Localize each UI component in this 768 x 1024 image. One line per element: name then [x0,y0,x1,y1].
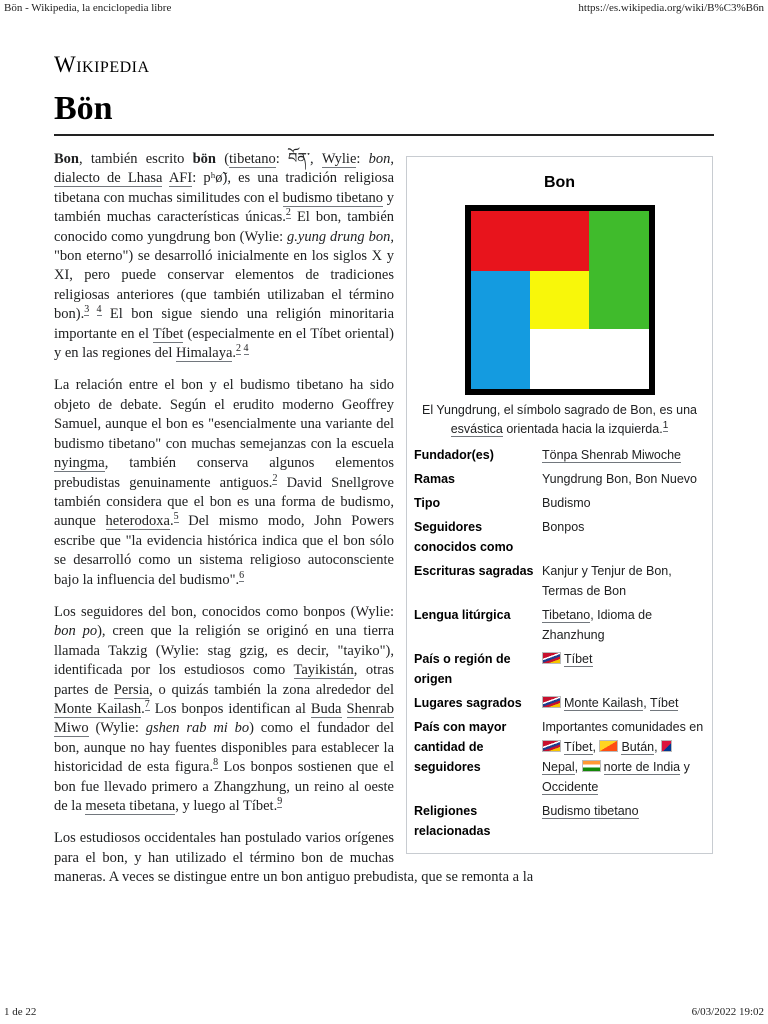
bold-term: bön [192,151,216,167]
italic-term: g.yung drung bon, [287,228,394,245]
infobox-row-tipo [412,493,707,517]
infobox-row-ramas [412,469,707,493]
reference-link[interactable]: 5 [173,511,179,523]
title-divider [54,134,714,136]
infobox-value: Kanjur y Tenjur de Bon, Termas de Bon [542,564,672,598]
norte-india-link[interactable]: norte de India [603,760,681,774]
page-title: Bön [54,90,113,127]
himalaya-link[interactable]: Himalaya [176,345,233,362]
yungdrung-red-block [471,211,589,271]
text: La relación entre el bon y el budismo tibetano ha sido objeto de debate. Según el erudito moderno Geoffrey Samuel, aunque el bon es "esencialmente una variante del budismo tibetano" con muchas semejanzas con la escuela [54,377,394,452]
budismo-tibetano-link[interactable]: budismo tibetano [282,189,384,206]
monte-kailash-link[interactable]: Monte Kailash [54,700,142,717]
reference-link[interactable]: 2 [285,207,291,219]
print-footer [4,1006,764,1020]
tibet-link[interactable]: Tíbet [564,740,593,754]
italic-term: bon po [54,623,98,640]
caption-text: El Yungdrung, el símbolo sagrado de Bon, es una [422,403,697,417]
tibet-flag-icon [542,652,561,664]
print-header-title: Bön - Wikipedia, la enciclopedia libre [4,2,172,14]
infobox-label: Escrituras sagradas [414,564,534,578]
infobox-value: Budismo [542,496,591,510]
infobox-label: Lugares sagrados [414,696,522,710]
yungdrung-yellow-block [530,271,589,329]
tibet-link[interactable]: Tíbet [649,696,679,710]
text: Los bonpos sostienen que el bon fue llevado primero a Zhangzhung, un reino al oeste de la [54,759,394,814]
infobox-label: Seguidores conocidos como [414,520,514,554]
text: , otras partes de [54,662,395,698]
infobox-label: País con mayor cantidad de seguidores [414,720,507,774]
infobox-value: , Idioma de Zhanzhung [542,608,653,642]
infobox-row-pais-mayor: País con mayor cantidad de seguidores Importantes comunidades en Tíbet, Bután, Nepal, norte de India y Occidente [412,717,707,801]
tibet-flag-icon [542,696,561,708]
print-datetime: 6/03/2022 19:02 [691,1006,764,1018]
infobox-row-fundador [412,445,707,469]
text: , y luego al Tíbet. [175,798,278,814]
infobox-label: Lengua litúrgica [414,608,511,622]
article-content [54,150,713,901]
shenrab-miwo-link[interactable]: Shenrab Miwo [54,700,395,737]
text: : བོན་, [275,151,322,167]
svastika-link[interactable]: esvástica [450,422,503,436]
text: : [356,151,369,167]
yungdrung-green-block [589,211,649,329]
occidente-link[interactable]: Occidente [542,780,599,794]
caption-text: orientada hacia la izquierda. [506,422,663,436]
text: David Snellgrove también considera que el bon es una forma de budismo, aunque [54,474,394,530]
text: Los estudiosos occidentales han postulado varios orígenes para el bon, y han utilizado el término bon de muchas maneras. A veces se distingue entre un bon antiguo prebudista, que se remonta a la [54,830,534,886]
infobox-value: Bonpos [542,520,585,534]
bold-term: Bon [54,151,79,167]
monte-kailash-link[interactable]: Monte Kailash [564,696,644,710]
text: Del mismo modo, John Powers escribe que "la evidencia histórica indica que el bon sólo se desarrolló como un sistema religioso autoconsciente bajo la influencia del budismo". [54,513,394,588]
infobox-title: Bon [543,174,576,191]
reference-link[interactable]: 1 [662,419,669,431]
tibet-link[interactable]: Tíbet [152,325,184,342]
text: , también conserva algunos elementos prebudistas genuinamente antiguos. [54,455,394,491]
infobox-row-religiones [412,801,707,845]
text: , también escrito [79,151,193,167]
infobox-table [412,445,707,845]
infobox-value: Importantes comunidades en [542,720,704,734]
nepal-link[interactable]: Nepal [542,760,575,774]
infobox-row-seguidores [412,517,707,561]
reference-link[interactable]: 2 [236,343,242,355]
wylie-link[interactable]: Wylie [321,151,357,167]
infobox-label: Fundador(es) [414,448,494,462]
reference-link[interactable]: 4 [96,304,102,316]
budismo-tibetano-link[interactable]: Budismo tibetano [542,804,639,818]
wikipedia-wordmark[interactable]: Wikipedia [54,52,150,77]
reference-link[interactable]: 9 [277,796,283,808]
infobox-value: Yungdrung Bon, Bon Nuevo [542,472,697,486]
infobox-row-pais-origen [412,649,707,693]
tibet-link[interactable]: Tíbet [564,652,593,666]
yungdrung-white-block [530,329,649,389]
butan-link[interactable]: Bután [621,740,655,754]
text: . [141,700,145,717]
reference-link[interactable]: 4 [243,343,249,355]
text: (especialmente en el Tíbet oriental) y en las regiones del [54,325,394,362]
reference-link[interactable]: 2 [272,472,278,484]
print-header [4,2,764,16]
text: , [390,151,394,167]
india-flag-icon [582,760,601,772]
print-header-url[interactable]: https://es.wikipedia.org/wiki/B%C3%B6n [578,2,764,14]
nepal-flag-icon [661,740,672,752]
tayikistan-link[interactable]: Tayikistán [293,662,354,679]
infobox-row-lugares [412,693,707,717]
page-number: 1 de 22 [4,1006,37,1018]
afi-link[interactable]: AFI [168,170,193,187]
tibetano-link[interactable]: Tibetano [542,608,591,622]
conjunction-text: y [683,760,690,774]
italic-term: bon [368,151,391,167]
text [342,701,347,717]
reference-link[interactable]: 6 [239,569,245,581]
nyingma-link[interactable]: nyingma [54,455,105,472]
yungdrung-symbol-image[interactable] [465,205,655,395]
italic-term: gshen rab mi bo [145,720,250,737]
text: y también muchas características únicas. [54,189,395,226]
heterodoxa-link[interactable]: heterodoxa [105,513,170,530]
text: . [169,513,174,530]
text: (Wylie: [88,720,146,737]
text: : pʰø̃), es una tradición religiosa tibetana con muchas similitudes con el [54,170,395,206]
text: ), creen que la religión se originó en una tierra llamada Takzig (Wylie: stag gzig, es decir, "tayiko"), identificada por los estudiosos como [54,623,395,679]
infobox-label: País o región de origen [414,652,511,686]
infobox-row-lengua [412,605,707,649]
bhutan-flag-icon [599,740,618,752]
infobox-row-escrituras [412,561,707,605]
text: ( [215,151,230,167]
reference-link[interactable]: 7 [144,699,150,711]
text: Los bonpos identifican al [149,700,311,717]
text: "bon eterno") se desarrolló inicialmente en los siglos X y XI, pero puede conservar elementos de tradiciones religiosas anteriores (que también utilizaban el término bon). [54,248,394,323]
infobox-label: Tipo [414,496,441,510]
reference-link[interactable]: 8 [213,757,219,769]
text: Los seguidores del bon, conocidos como bonpos (Wylie: [54,603,394,620]
yungdrung-blue-block [471,271,530,389]
infobox-label: Ramas [414,472,455,486]
text: , o quizás también la zona alrededor del [149,681,394,698]
reference-link[interactable]: 3 [84,304,90,316]
meseta-tibetana-link[interactable]: meseta tibetana [85,798,176,814]
infobox [406,156,713,854]
tibetano-link[interactable]: tibetano [229,151,276,167]
text: ) como el fundador del bon, aunque no hay fuentes disponibles para establecer la historicidad de esta figura. [54,720,394,776]
tibet-flag-icon [542,740,561,752]
text: El bon sigue siendo una religión minoritaria importante en el [54,306,394,342]
text: El bon, también conocido como yungdrung bon (Wylie: [54,209,394,245]
persia-link[interactable]: Persia [113,681,150,698]
separator-text: , [643,696,650,710]
infobox-caption [416,401,703,439]
text [162,170,168,186]
text: . [232,345,237,362]
buda-link[interactable]: Buda [310,700,342,717]
founder-link[interactable]: Tönpa Shenrab Miwoche [542,448,681,462]
infobox-label: Religiones relacionadas [414,804,491,838]
dialecto-lhasa-link[interactable]: dialecto de Lhasa [54,170,163,187]
